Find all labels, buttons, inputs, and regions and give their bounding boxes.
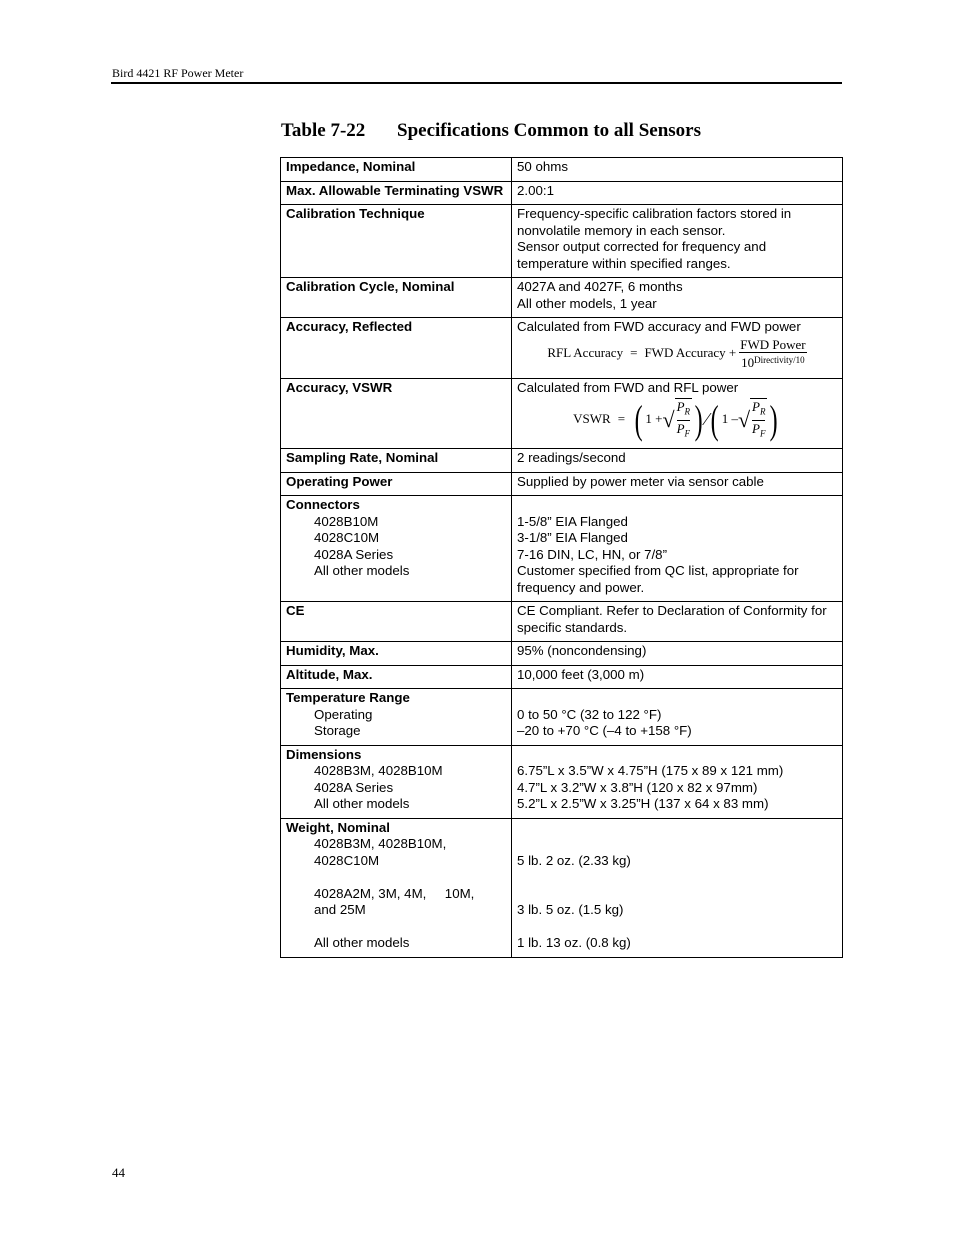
- sub-label: 4028C10M: [314, 852, 380, 868]
- row-label: CE: [281, 602, 512, 642]
- table-row: [281, 689, 843, 746]
- row-label: Temperature Range: [286, 690, 410, 706]
- f-subscript: F: [684, 428, 691, 439]
- sub-label: 4028A2M, 3M, 4M, 10M,: [314, 885, 475, 901]
- value-line: 1 lb. 13 oz. (0.8 kg): [517, 935, 631, 951]
- running-header: Bird 4421 RF Power Meter: [112, 66, 244, 80]
- f-subscript: F: [759, 428, 766, 439]
- row-value: [512, 378, 843, 449]
- sub-label: 4028A Series: [314, 779, 394, 795]
- ratio-denominator: [677, 421, 690, 442]
- vswr-formula: [517, 396, 837, 443]
- table-caption: Specifications Common to all Sensors: [397, 120, 701, 141]
- row-label-cell: [281, 496, 512, 602]
- formula-equals: =: [630, 345, 638, 361]
- table-number: Table 7-22: [281, 120, 366, 141]
- value-line: Frequency-specific calibration factors stored in nonvolatile memory in each sensor.: [517, 206, 792, 238]
- value-line: 7-16 DIN, LC, HN, or 7/8”: [517, 546, 668, 562]
- table-row: [281, 181, 843, 205]
- sub-label: 4028B3M, 4028B10M,: [314, 836, 447, 852]
- row-label: Altitude, Max.: [281, 665, 512, 689]
- value-line: 4027A and 4027F, 6 months: [517, 279, 683, 294]
- sub-label: 4028B3M, 4028B10M: [314, 763, 443, 779]
- row-label: Accuracy, VSWR: [281, 378, 512, 449]
- table-row: [281, 496, 843, 602]
- p-symbol: P: [752, 420, 760, 436]
- formula-term: 1 –: [721, 411, 738, 427]
- row-label: Impedance, Nominal: [281, 158, 512, 182]
- value-line: 3 lb. 5 oz. (1.5 kg): [517, 902, 624, 918]
- table-row: [281, 378, 843, 449]
- row-label: Max. Allowable Terminating VSWR: [281, 181, 512, 205]
- row-label: Sampling Rate, Nominal: [281, 449, 512, 473]
- division-slash: ⁄: [705, 409, 709, 430]
- radical-sign: √: [662, 406, 675, 432]
- value-line: 4.7”L x 3.2”W x 3.8”H (120 x 82 x 97mm): [517, 779, 758, 795]
- ratio-numerator: [752, 399, 765, 421]
- formula-lhs: RFL Accuracy: [547, 345, 624, 361]
- value-line: All other models, 1 year: [517, 295, 657, 311]
- value-line: Sensor output corrected for frequency and temperature within specified ranges.: [517, 239, 767, 271]
- sub-label: Storage: [314, 723, 361, 739]
- table-row: [281, 602, 843, 642]
- sub-label: Operating: [314, 706, 373, 722]
- row-value: [512, 745, 843, 818]
- row-value: [512, 318, 843, 379]
- right-paren: ): [694, 396, 703, 442]
- value-line: 5.2”L x 2.5”W x 3.25”H (137 x 64 x 83 mm): [517, 796, 769, 812]
- row-value: [512, 205, 843, 278]
- square-root: [663, 398, 693, 441]
- left-paren: (: [711, 396, 720, 442]
- value-line: 1-5/8” EIA Flanged: [517, 513, 628, 529]
- r-subscript: R: [759, 406, 766, 417]
- rfl-accuracy-formula: [517, 336, 837, 373]
- table-title: [281, 120, 701, 142]
- sub-label: All other models: [314, 796, 410, 812]
- table-row: [281, 278, 843, 318]
- page-number: 44: [112, 1165, 125, 1180]
- row-label: Weight, Nominal: [286, 819, 390, 835]
- row-label: Connectors: [286, 497, 360, 513]
- row-value: [512, 818, 843, 957]
- row-value: 95% (noncondensing): [512, 642, 843, 666]
- row-value: 10,000 feet (3,000 m): [512, 665, 843, 689]
- p-symbol: P: [676, 399, 685, 414]
- row-label: Accuracy, Reflected: [281, 318, 512, 379]
- value-line: 5 lb. 2 oz. (2.33 kg): [517, 852, 631, 868]
- denominator-base: 10: [741, 354, 755, 370]
- sub-label: 4028C10M: [314, 530, 380, 546]
- row-label: Humidity, Max.: [281, 642, 512, 666]
- row-label: Dimensions: [286, 746, 362, 762]
- square-root: [738, 398, 768, 441]
- value-line: 0 to 50 °C (32 to 122 °F): [517, 706, 662, 722]
- row-value: [512, 689, 843, 746]
- p-symbol: P: [676, 420, 685, 436]
- radical-sign: √: [737, 406, 751, 432]
- table-row: [281, 665, 843, 689]
- row-label: Calibration Technique: [281, 205, 512, 278]
- table-row: [281, 642, 843, 666]
- row-label-cell: [281, 689, 512, 746]
- sub-label: All other models: [314, 935, 410, 951]
- table-row: [281, 318, 843, 379]
- table-row: [281, 818, 843, 957]
- formula-fraction: [739, 338, 806, 370]
- value-line: 6.75”L x 3.5”W x 4.75”H (175 x 89 x 121 mm): [517, 763, 784, 779]
- value-line: 3-1/8” EIA Flanged: [517, 530, 628, 546]
- formula-equals: =: [617, 411, 626, 427]
- denominator-exponent: Directivity/10: [754, 354, 805, 365]
- r-subscript: R: [684, 406, 691, 417]
- fraction-numerator: FWD Power: [740, 336, 806, 352]
- value-line: Calculated from FWD accuracy and FWD power: [517, 319, 801, 334]
- value-line: Customer specified from QC list, appropriate for frequency and power.: [517, 563, 799, 595]
- table-row: [281, 745, 843, 818]
- table-row: [281, 472, 843, 496]
- right-paren: ): [770, 396, 779, 442]
- sub-label: 4028B10M: [314, 513, 379, 529]
- fraction-denominator: [741, 353, 805, 370]
- radicand: [750, 398, 767, 441]
- row-value: [512, 278, 843, 318]
- ratio-denominator: [752, 421, 765, 442]
- table-row: [281, 449, 843, 473]
- row-label-cell: [281, 745, 512, 818]
- sub-label: and 25M: [314, 902, 366, 918]
- radicand: [675, 398, 692, 441]
- table-row: [281, 158, 843, 182]
- row-value: 2.00:1: [512, 181, 843, 205]
- sub-label: 4028A Series: [314, 546, 394, 562]
- formula-term: 1 +: [645, 411, 663, 427]
- row-label: Operating Power: [281, 472, 512, 496]
- formula-term: FWD Accuracy +: [644, 345, 737, 361]
- row-value: 50 ohms: [512, 158, 843, 182]
- header-rule: [111, 82, 842, 84]
- row-value: [512, 496, 843, 602]
- p-symbol: P: [752, 399, 760, 414]
- row-label: Calibration Cycle, Nominal: [281, 278, 512, 318]
- row-value: 2 readings/second: [512, 449, 843, 473]
- formula-lhs: VSWR: [573, 411, 611, 427]
- sub-label: All other models: [314, 563, 410, 579]
- value-line: Calculated from FWD and RFL power: [517, 379, 739, 395]
- ratio-numerator: [677, 399, 690, 421]
- spec-table: [280, 157, 843, 958]
- table-row: [281, 205, 843, 278]
- left-paren: (: [634, 396, 643, 442]
- row-value: Supplied by power meter via sensor cable: [512, 472, 843, 496]
- value-line: –20 to +70 °C (–4 to +158 °F): [517, 723, 692, 739]
- row-value: CE Compliant. Refer to Declaration of Conformity for specific standards.: [512, 602, 843, 642]
- row-label-cell: [281, 818, 512, 957]
